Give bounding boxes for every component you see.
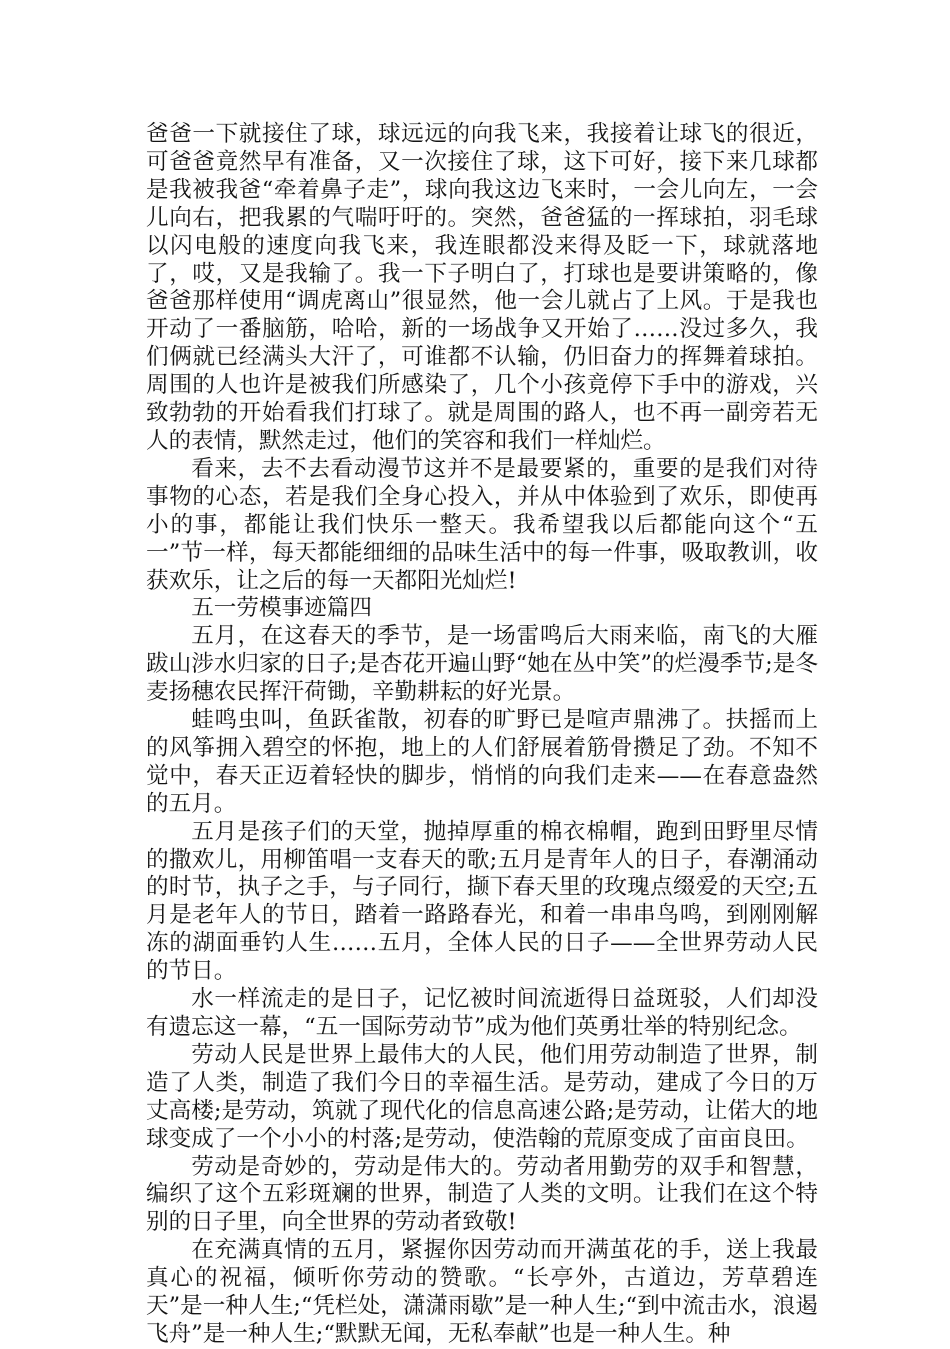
paragraph: 劳动人民是世界上最伟大的人民，他们用劳动制造了世界，制造了人类，制造了我们今日的幸福生活。是劳动，建成了今日的万丈高楼;是劳动，筑就了现代化的信息高速公路;是劳动，让偌大的地球变成了一个小小的村落;是劳动，使浩翰的荒原变成了亩亩良田。 [146,1041,818,1152]
paragraph: 劳动是奇妙的，劳动是伟大的。劳动者用勤劳的双手和智慧，编织了这个五彩斑斓的世界，制造了人类的文明。让我们在这个特别的日子里，向全世界的劳动者致敬! [146,1153,818,1236]
paragraph: 五月，在这春天的季节，是一场雷鸣后大雨来临，南飞的大雁跋山涉水归家的日子;是杏花开遍山野“她在丛中笑”的烂漫季节;是冬麦扬穗农民挥汗荷锄，辛勤耕耘的好光景。 [146,623,818,706]
paragraph: 五月是孩子们的天堂，抛掉厚重的棉衣棉帽，跑到田野里尽情的撒欢儿，用柳笛唱一支春天的歌;五月是青年人的日子，春潮涌动的时节，执子之手，与子同行，撷下春天里的玫瑰点缀爱的天空;五月是老年人的节日，踏着一路路春光，和着一串串鸟鸣，到刚刚解冻的湖面垂钓人生……五月，全体人民的日子——全世界劳动人民的节日。 [146,818,818,985]
document-body [146,121,818,1349]
section-heading: 五一劳模事迹篇四 [191,595,372,622]
paragraph: 看来，去不去看动漫节这并不是最要紧的，重要的是我们对待事物的心态，若是我们全身心投入，并从中体验到了欢乐，即使再小的事，都能让我们快乐一整天。我希望我以后都能向这个“五一”节一样，每天都能细细的品味生活中的每一件事，吸取教训，收获欢乐，让之后的每一天都阳光灿烂! [146,455,818,594]
paragraph: 水一样流走的是日子，记忆被时间流逝得日益斑驳，人们却没有遗忘这一幕，“五一国际劳动节”成为他们英勇壮举的特别纪念。 [146,986,818,1040]
paragraph: 在充满真情的五月，紧握你因劳动而开满茧花的手，送上我最真心的祝福，倾听你劳动的赞歌。“长亭外，古道边，芳草碧连天”是一种人生;“凭栏处，潇潇雨歇”是一种人生;“到中流击水，浪遏飞舟”是一种人生;“默默无闻，无私奉献”也是一种人生。种 [146,1237,818,1347]
paragraph: 蛙鸣虫叫，鱼跃雀散，初春的旷野已是喧声鼎沸了。扶摇而上的风筝拥入碧空的怀抱，地上的人们舒展着筋骨攒足了劲。不知不觉中，春天正迈着轻快的脚步，悄悄的向我们走来——在春意盎然的五月。 [146,707,818,817]
paragraph-continuation: 爸爸一下就接住了球，球远远的向我飞来，我接着让球飞的很近，可爸爸竟然早有准备，又一次接住了球，这下可好，接下来几球都是我被我爸“牵着鼻子走”，球向我这边飞来时，一会儿向左，一会儿向右，把我累的气喘吁吁的。突然，爸爸猛的一挥球拍，羽毛球以闪电般的速度向我飞来，我连眼都没来得及眨一下，球就落地了，哎，又是我输了。我一下子明白了，打球也是要讲策略的，像爸爸那样使用“调虎离山”很显然，他一会儿就占了上风。于是我也开动了一番脑筋，哈哈，新的一场战争又开始了……没过多久，我们俩就已经满头大汗了，可谁都不认输，仍旧奋力的挥舞着球拍。周围的人也许是被我们所感染了，几个小孩竟停下手中的游戏，兴致勃勃的开始看我们打球了。就是周围的路人，也不再一副旁若无人的表情，默然走过，他们的笑容和我们一样灿烂。 [146,121,818,454]
